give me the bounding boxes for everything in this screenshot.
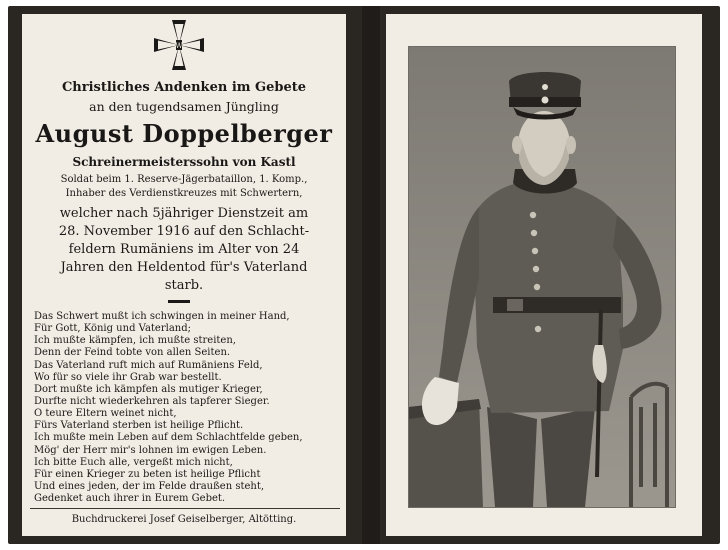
poem-line: Ich mußte kämpfen, ich mußte streiten, — [34, 335, 236, 347]
poem-line: Wo für so viele ihr Grab war bestellt. — [34, 371, 222, 383]
bio-line: 28. November 1916 auf den Schlacht- — [58, 224, 310, 239]
iron-cross-icon — [152, 18, 206, 72]
poem-line: Durfte nicht wiederkehren als tapferer Sieger. — [34, 395, 270, 407]
bio-line: starb. — [164, 278, 204, 293]
poem-line: Mög' der Herr mir's lohnen im ewigen Leben. — [34, 444, 267, 456]
soldier-photo-image — [409, 47, 675, 507]
svg-text:W: W — [175, 42, 183, 50]
prayer-heading: Christliches Andenken im Gebete — [61, 80, 307, 95]
poem-line: Für einen Krieger zu beten ist heilige Pflicht — [34, 468, 261, 480]
origin-line: Schreinermeisterssohn von Kastl — [72, 155, 296, 169]
section-divider — [168, 300, 190, 303]
poem-line: Und eines jeden, der im Felde draußen steht, — [34, 480, 265, 492]
bio-line: welcher nach 5jähriger Dienstzeit am — [59, 206, 309, 221]
footer-divider — [30, 508, 340, 509]
soldier-portrait — [408, 46, 676, 508]
poem-line: Dort mußte ich kämpfen als mutiger Krieger, — [34, 383, 263, 395]
poem-line: Denn der Feind tobte von allen Seiten. — [34, 347, 231, 359]
bio-line: Jahren den Heldentod für's Vaterland — [60, 260, 308, 275]
rank-line-1: Soldat beim 1. Reserve-Jägerbataillon, 1. Komp., — [60, 174, 308, 185]
rank-line-2: Inhaber des Verdienstkreuzes mit Schwertern, — [65, 188, 303, 199]
poem-line: Ich bitte Euch alle, vergeßt mich nicht, — [34, 456, 233, 468]
memorial-poem — [34, 311, 334, 505]
poem-line: O teure Eltern weinet nicht, — [34, 408, 177, 420]
deceased-name: August Doppelberger — [35, 119, 333, 148]
poem-line: Gedenket auch ihrer in Eurem Gebet. — [34, 493, 226, 505]
poem-line: Fürs Vaterland sterben ist heilige Pflicht. — [34, 420, 244, 432]
bio-line: feldern Rumäniens im Alter von 24 — [68, 242, 300, 257]
poem-line: Das Schwert mußt ich schwingen in meiner Hand, — [34, 311, 290, 322]
poem-line: Ich mußte mein Leben auf dem Schlachtfelde geben, — [34, 432, 303, 444]
poem-line: Das Vaterland ruft mich auf Rumäniens Feld, — [34, 359, 263, 371]
card-fold — [362, 6, 380, 544]
prayer-subheading: an den tugendsamen Jüngling — [89, 99, 279, 114]
printer-credit: Buchdruckerei Josef Geiselberger, Altötting. — [71, 514, 297, 525]
poem-line: Für Gott, König und Vaterland; — [34, 323, 191, 335]
